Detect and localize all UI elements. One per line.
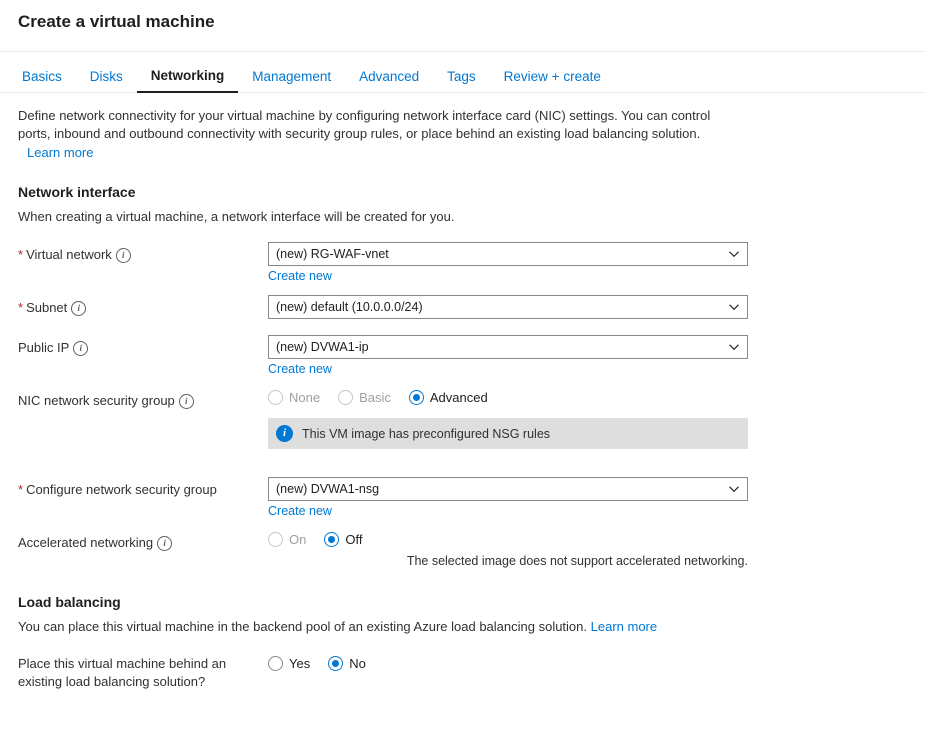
tab-basics[interactable]: Basics	[22, 69, 62, 84]
nsg-preconfigured-notice-text: This VM image has preconfigured NSG rules	[302, 426, 551, 441]
networking-form-content	[0, 93, 925, 691]
nic-nsg-control	[268, 388, 907, 449]
accelerated-networking-label	[18, 530, 268, 551]
subnet-value: (new) default (10.0.0.0/24)	[276, 300, 423, 314]
subnet-select[interactable]	[268, 295, 748, 319]
accelerated-networking-option-off[interactable]	[324, 532, 362, 547]
place-behind-option-no[interactable]	[328, 656, 366, 671]
info-icon[interactable]: i	[73, 341, 88, 356]
radio-dot	[268, 656, 283, 671]
required-asterisk: *	[18, 482, 24, 497]
tab-disks[interactable]: Disks	[89, 69, 123, 84]
chevron-down-icon	[728, 483, 740, 495]
subnet-label	[18, 295, 268, 316]
accelerated-networking-option-on[interactable]	[268, 532, 306, 547]
configure-nsg-value: (new) DVWA1-nsg	[276, 482, 380, 496]
radio-dot	[324, 532, 339, 547]
configure-nsg-select[interactable]	[268, 477, 748, 501]
field-accelerated-networking	[18, 530, 907, 568]
tab-networking[interactable]: Networking	[137, 64, 239, 93]
public-ip-value: (new) DVWA1-ip	[276, 340, 369, 354]
radio-dot	[338, 390, 353, 405]
tab-tags[interactable]: Tags	[447, 69, 476, 84]
accelerated-networking-radio-group	[268, 530, 907, 547]
field-subnet	[18, 295, 907, 319]
configure-nsg-control	[268, 477, 907, 518]
place-behind-option-no-label: No	[349, 656, 366, 671]
virtual-network-select[interactable]	[268, 242, 748, 266]
radio-dot	[268, 532, 283, 547]
required-asterisk: *	[18, 300, 24, 315]
place-behind-label	[18, 654, 268, 691]
public-ip-select[interactable]	[268, 335, 748, 359]
configure-nsg-label	[18, 477, 268, 498]
tab-bar	[0, 52, 925, 93]
info-icon[interactable]: i	[71, 301, 86, 316]
field-virtual-network	[18, 242, 907, 283]
spacer	[18, 449, 907, 465]
place-behind-radio-group	[268, 654, 907, 671]
accelerated-networking-label-text: Accelerated networking	[18, 535, 154, 550]
nic-nsg-option-advanced[interactable]	[409, 390, 488, 405]
spacer	[18, 376, 907, 388]
page-title: Create a virtual machine	[18, 12, 215, 31]
public-ip-label	[18, 335, 268, 356]
public-ip-create-new-link[interactable]: Create new	[268, 362, 332, 376]
chevron-down-icon	[728, 341, 740, 353]
spacer	[18, 465, 907, 477]
nic-nsg-label	[18, 388, 268, 409]
field-public-ip	[18, 335, 907, 376]
network-interface-subtext: When creating a virtual machine, a network interface will be created for you.	[18, 209, 455, 224]
nic-nsg-option-basic-label: Basic	[359, 390, 391, 405]
load-balancing-learn-more-link[interactable]: Learn more	[590, 619, 658, 634]
tab-advanced[interactable]: Advanced	[359, 69, 420, 84]
load-balancing-subtext: You can place this virtual machine in the backend pool of an existing Azure load balancing solution.	[18, 619, 588, 634]
accelerated-networking-control	[268, 530, 907, 568]
info-icon[interactable]: i	[116, 248, 131, 263]
place-behind-label-line2: existing load balancing solution?	[18, 674, 206, 689]
configure-nsg-create-new-link[interactable]: Create new	[268, 504, 332, 518]
intro-learn-more-line	[18, 145, 907, 160]
virtual-network-value: (new) RG-WAF-vnet	[276, 247, 389, 261]
public-ip-label-text: Public IP	[18, 340, 70, 355]
nic-nsg-radio-group	[268, 388, 907, 405]
nic-nsg-option-none[interactable]	[268, 390, 320, 405]
field-nic-network-security-group	[18, 388, 907, 449]
intro-learn-more-link[interactable]: Learn more	[27, 145, 94, 160]
accelerated-networking-option-on-label: On	[289, 532, 307, 547]
chevron-down-icon	[728, 248, 740, 260]
field-place-behind-load-balancer	[18, 654, 907, 691]
nic-nsg-label-text: NIC network security group	[18, 393, 175, 408]
nic-nsg-option-advanced-label: Advanced	[429, 390, 488, 405]
virtual-network-label	[18, 242, 268, 263]
virtual-network-label-text: Virtual network	[26, 247, 112, 262]
chevron-down-icon	[728, 301, 740, 313]
public-ip-control	[268, 335, 907, 376]
load-balancing-heading: Load balancing	[18, 594, 121, 610]
place-behind-option-yes[interactable]	[268, 656, 310, 671]
subnet-label-text: Subnet	[26, 300, 68, 315]
accelerated-networking-option-off-label: Off	[345, 532, 363, 547]
required-asterisk: *	[18, 247, 24, 262]
accelerated-networking-helper-text: The selected image does not support accelerated networking.	[406, 554, 748, 568]
configure-nsg-label-text: Configure network security group	[26, 482, 217, 497]
field-configure-nsg	[18, 477, 907, 518]
load-balancing-subtext-line	[18, 619, 907, 634]
tab-review-create[interactable]: Review + create	[503, 69, 601, 84]
radio-dot	[328, 656, 343, 671]
tab-management[interactable]: Management	[252, 69, 332, 84]
spacer	[18, 283, 907, 295]
virtual-network-control	[268, 242, 907, 283]
place-behind-control	[268, 654, 907, 671]
info-icon[interactable]: i	[179, 394, 194, 409]
nic-nsg-option-none-label: None	[289, 390, 321, 405]
place-behind-option-yes-label: Yes	[289, 656, 311, 671]
virtual-network-create-new-link[interactable]: Create new	[268, 269, 332, 283]
info-circle-icon: i	[276, 425, 293, 442]
radio-dot	[409, 390, 424, 405]
place-behind-label-line1: Place this virtual machine behind an	[18, 656, 227, 671]
nic-nsg-option-basic[interactable]	[338, 390, 391, 405]
network-interface-heading: Network interface	[18, 184, 136, 200]
spacer	[18, 518, 907, 530]
network-interface-fields	[18, 242, 907, 568]
info-icon[interactable]: i	[157, 536, 172, 551]
radio-dot	[268, 390, 283, 405]
subnet-control	[268, 295, 907, 319]
intro-text: Define network connectivity for your virtual machine by configuring network interface card (NIC) settings. You can control ports, inbound and outbound connectivity with security group rules, or place behind an existing load balancing solution.	[18, 108, 711, 141]
nsg-preconfigured-notice	[268, 418, 748, 449]
spacer	[18, 319, 907, 335]
